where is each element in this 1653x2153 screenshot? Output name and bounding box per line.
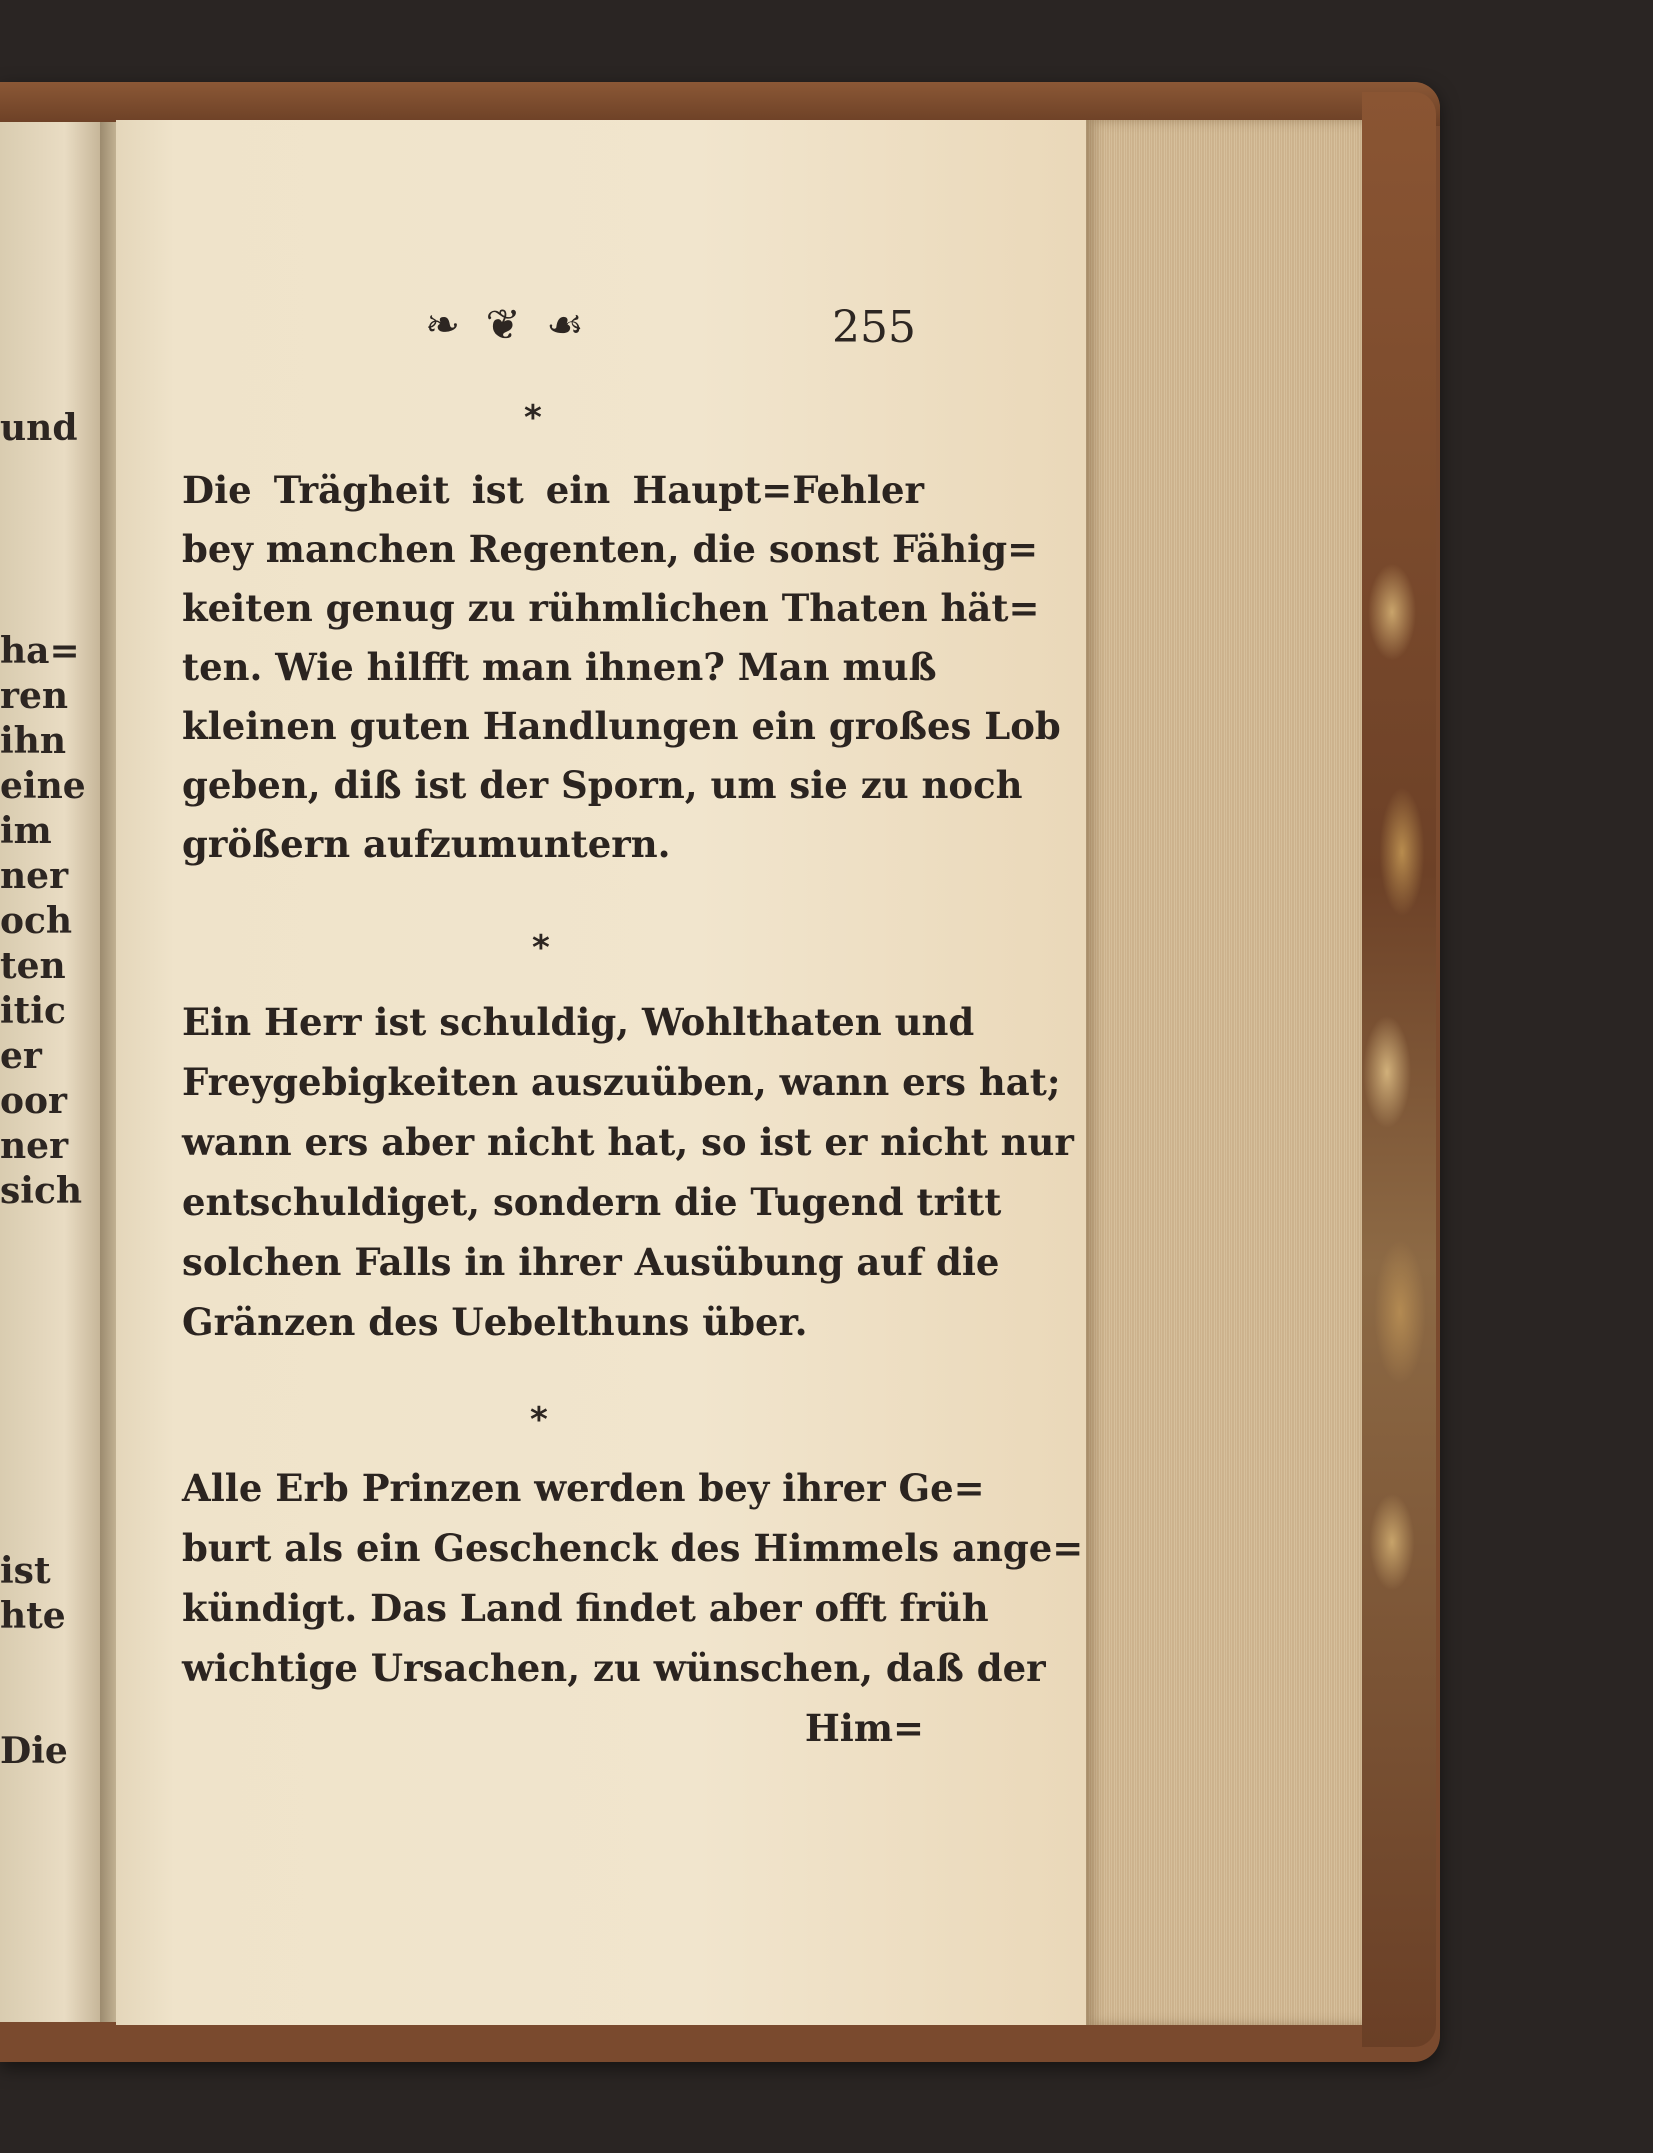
page-number: 255 <box>832 302 916 353</box>
left-page-fragment: im <box>0 810 52 852</box>
text-line: Die Trägheit ist ein Haupt=Fehler <box>182 468 924 512</box>
text-line: geben, diß ist der Sporn, um sie zu noch <box>182 763 1023 807</box>
left-page-fragment: ist <box>0 1550 51 1592</box>
section-separator: * <box>530 1400 548 1440</box>
text-line: kündigt. Das Land findet aber offt früh <box>182 1586 989 1630</box>
text-line: keiten genug zu rühmlichen Thaten hät= <box>182 586 1040 630</box>
text-line: bey manchen Regenten, die sonst Fähig= <box>182 527 1039 571</box>
text-line: Alle Erb Prinzen werden bey ihrer Ge= <box>182 1466 985 1510</box>
left-page-fragment: ihn <box>0 720 67 762</box>
section-separator: * <box>532 928 550 968</box>
left-page <box>0 122 108 2022</box>
text-line: größern aufzumuntern. <box>182 822 671 866</box>
text-line: entschuldiget, sondern die Tugend tritt <box>182 1180 1002 1224</box>
left-page-fragment: hte <box>0 1595 66 1637</box>
left-page-fragment: ner <box>0 855 69 897</box>
left-page-fragment: eine <box>0 765 86 807</box>
left-page-fragment: ner <box>0 1125 69 1167</box>
text-line: burt als ein Geschenck des Himmels ange= <box>182 1526 1084 1570</box>
left-page-fragment: und <box>0 407 78 449</box>
text-line: wichtige Ursachen, zu wünschen, daß der <box>182 1646 1046 1690</box>
left-page-fragment: ten <box>0 945 66 987</box>
page-edges <box>1086 120 1362 2025</box>
left-page-fragment: er <box>0 1035 42 1077</box>
catchword: Him= <box>804 1706 924 1750</box>
text-line: solchen Falls in ihrer Ausübung auf die <box>182 1240 1000 1284</box>
left-page-fragment: ren <box>0 675 69 717</box>
section-separator: * <box>524 398 542 438</box>
left-page-fragment: Die <box>0 1730 68 1772</box>
text-line: wann ers aber nicht hat, so ist er nicht nur <box>182 1120 1074 1164</box>
text-line: Ein Herr ist schuldig, Wohlthaten und <box>182 1000 975 1044</box>
marbled-cover-edge <box>1362 92 1436 2047</box>
text-line: Freygebigkeiten auszuüben, wann ers hat; <box>182 1060 1061 1104</box>
left-page-fragment: itic <box>0 990 66 1032</box>
text-line: ten. Wie hilfft man ihnen? Man muß <box>182 645 937 689</box>
left-page-fragment: sich <box>0 1170 83 1212</box>
text-line: Gränzen des Uebelthuns über. <box>182 1300 808 1344</box>
running-header <box>310 300 916 360</box>
header-ornament: ❧ ❦ ☙ <box>425 300 590 349</box>
text-line: kleinen guten Handlungen ein großes Lob <box>182 704 1061 748</box>
left-page-fragment: ha= <box>0 630 80 672</box>
left-page-fragment: och <box>0 900 73 942</box>
left-page-fragment: oor <box>0 1080 67 1122</box>
